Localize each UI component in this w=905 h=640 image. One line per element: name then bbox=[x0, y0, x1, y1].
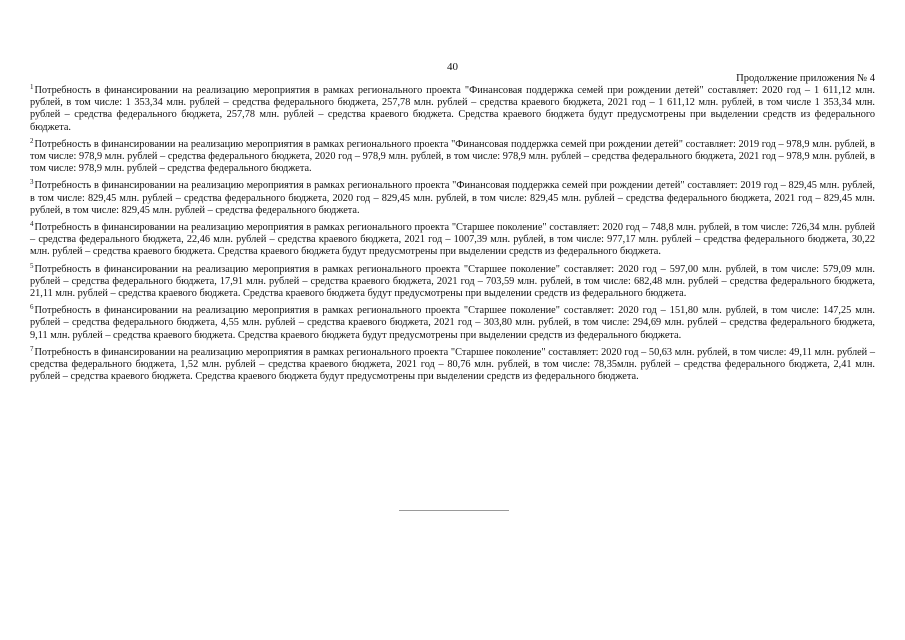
footnote-text: Потребность в финансировании на реализацию мероприятия в рамках регионального проекта "Старшее поколение" составляет: 2020 год – 50,63 млн. рублей, в том числе: 49,11 млн. рублей – средства федерального бюджета, 1,52 млн. рублей – средства краевого бюджета, 2021 год – 80,76 млн. рублей, в том числе: 78,35млн. рублей – средства федерального бюджета, 2,41 млн. рублей – средства краевого бюджета. Средства краевого бюджета будут предусмотрены при выделении средств из федерального бюджета. bbox=[30, 346, 875, 383]
footnote-text: Потребность в финансировании на реализацию мероприятия в рамках регионального проекта "Финансовая поддержка семей при рождении детей" составляет: 2019 год – 829,45 млн. рублей, в том числе: 829,45 млн. рублей – средства федерального бюджета, 2020 год – 829,45 млн. рублей, в том числе: 829,45 млн. рублей – средства федерального бюджета, 2021 год – 829,45 млн. рублей, в том числе: 829,45 млн. рублей – средства федерального бюджета. bbox=[30, 180, 875, 216]
footnote-text: Потребность в финансировании на реализацию мероприятия в рамках регионального проекта "Старшее поколение" составляет: 2020 год – 748,8 млн. рублей, в том числе: 726,34 млн. рублей – средства федерального бюджета, 22,46 млн. рублей – средства краевого бюджета, 2021 год – 1007,39 млн. рублей, в том числе: 977,17 млн. рублей – средства федерального бюджета, 30,22 млн. рублей – средства краевого бюджета. Средства краевого бюджета будут предусмотрены при выделении средств из федерального бюджета. bbox=[30, 222, 875, 258]
footnote-5 bbox=[30, 261, 875, 301]
footnote-text: Потребность в финансировании на реализацию мероприятия в рамках регионального проекта "Старшее поколение" составляет: 2020 год – 151,80 млн. рублей, в том числе: 147,25 млн. рублей – средства федерального бюджета, 4,55 млн. рублей – средства краевого бюджета, 2021 год – 303,80 млн. рублей, в том числе: 294,69 млн. рублей – средства федерального бюджета, 9,11 млн. рублей – средства краевого бюджета. Средства краевого бюджета будут предусмотрены при выделении средств из федерального бюджета. bbox=[30, 305, 875, 341]
footnote-marker: 7 bbox=[30, 344, 34, 353]
footnote-marker: 1 bbox=[30, 83, 34, 91]
footnote-marker: 5 bbox=[30, 261, 34, 270]
footnote-2 bbox=[30, 136, 875, 176]
footnote-marker: 2 bbox=[30, 136, 34, 145]
footnote-1 bbox=[30, 85, 875, 134]
footnotes-list bbox=[30, 85, 875, 388]
footnote-marker: 6 bbox=[30, 303, 34, 312]
page-number: 40 bbox=[447, 61, 458, 73]
footnote-text: Потребность в финансировании на реализацию мероприятия в рамках регионального проекта "Финансовая поддержка семей при рождении детей" составляет: 2019 год – 978,9 млн. рублей, в том числе: 978,9 млн. рублей – средства федерального бюджета, 2020 год – 978,9 млн. рублей, в том числе: 978,9 млн. рублей – средства федерального бюджета, 2021 год – 978,9 млн. рублей, в том числе: 978,9 млн. рублей – средства федерального бюджета. bbox=[30, 138, 875, 175]
footnote-text: Потребность в финансировании на реализацию мероприятия в рамках регионального проекта "Старшее поколение" составляет: 2020 год – 597,00 млн. рублей, в том числе: 579,09 млн. рублей – средства федерального бюджета, 17,91 млн. рублей – средства краевого бюджета, 2021 год – 703,59 млн. рублей, в том числе: 682,48 млн. рублей – средства федерального бюджета, 21,11 млн. рублей – средства краевого бюджета. Средства краевого бюджета будут предусмотрены при выделении средств из федерального бюджета. bbox=[30, 263, 875, 300]
footnote-3 bbox=[30, 180, 875, 217]
footnote-6 bbox=[30, 305, 875, 342]
footnote-text: Потребность в финансировании на реализацию мероприятия в рамках регионального проекта "Финансовая поддержка семей при рождении детей" составляет: 2020 год – 1 611,12 млн. рублей, в том числе: 1 353,34 млн. рублей – средства федерального бюджета, 257,78 млн. рублей – средства краевого бюджета, 2021 год – 1 611,12 млн. рублей, в том числе 1 353,34 млн. рублей – средства федерального бюджета, 257,78 млн. рублей – средства краевого бюджета. Средства краевого бюджета будут предусмотрены при выделении средств из федерального бюджета. bbox=[30, 85, 875, 133]
appendix-continuation-note: Продолжение приложения № 4 bbox=[736, 73, 875, 84]
end-divider-line bbox=[399, 510, 509, 511]
footnote-7 bbox=[30, 344, 875, 384]
footnote-marker: 4 bbox=[30, 220, 34, 229]
footnote-marker: 3 bbox=[30, 178, 34, 187]
footnote-4 bbox=[30, 222, 875, 259]
